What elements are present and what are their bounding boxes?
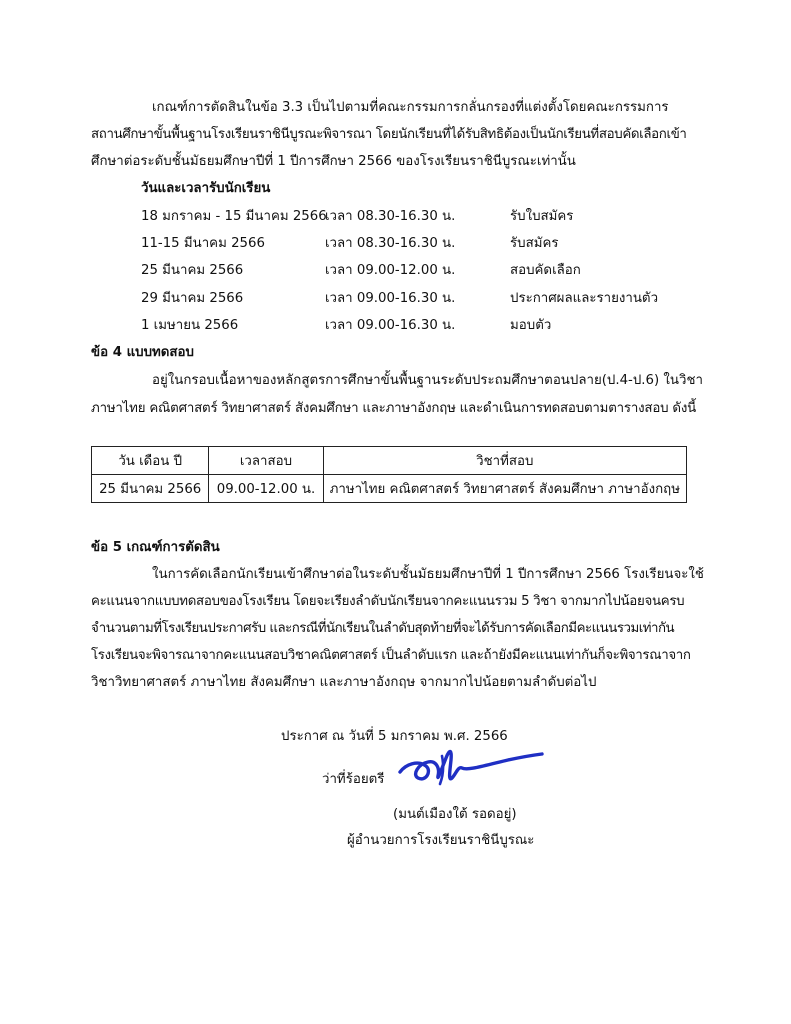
- section-5-line-4: โรงเรียนจะพิจารณาจากคะแนนสอบวิชาคณิตศาสตร์ เป็นลำดับแรก และถ้ายังมีคะแนนเท่ากันก็จะพิจารณาจาก: [91, 648, 691, 663]
- schedule-event: ประกาศผลและรายงานตัว: [510, 291, 659, 306]
- table-header-row: [92, 447, 687, 475]
- schedule-heading: วันและเวลารับนักเรียน: [141, 181, 271, 196]
- section-4-line-2: ภาษาไทย คณิตศาสตร์ วิทยาศาสตร์ สังคมศึกษา และภาษาอังกฤษ และดำเนินการทดสอบตามตารางสอบ ดังนี้: [91, 401, 696, 416]
- schedule-time: เวลา 09.00-16.30 น.: [325, 291, 456, 306]
- criteria-line-1: เกณฑ์การตัดสินในข้อ 3.3 เป็นไปตามที่คณะกรรมการกลั่นกรองที่แต่งตั้งโดยคณะกรรมการ: [152, 100, 669, 115]
- signature-image: [396, 738, 546, 790]
- section-4-line-1: อยู่ในกรอบเนื้อหาของหลักสูตรการศึกษาขั้นพื้นฐานระดับประถมศึกษาตอนปลาย(ป.4-ป.6) ในวิชา: [152, 373, 703, 388]
- schedule-time: เวลา 09.00-12.00 น.: [325, 263, 456, 278]
- section-5-line-2: คะแนนจากแบบทดสอบของโรงเรียน โดยจะเรียงลำดับนักเรียนจากคะแนนรวม 5 วิชา จากมากไปน้อยจนครบ: [91, 594, 685, 609]
- table-row: [92, 475, 687, 503]
- cell-time: 09.00-12.00 น.: [209, 475, 323, 503]
- schedule-time: เวลา 08.30-16.30 น.: [325, 236, 456, 251]
- schedule-event: สอบคัดเลือก: [510, 263, 581, 278]
- schedule-event: มอบตัว: [510, 318, 552, 333]
- signer-rank: ว่าที่ร้อยตรี: [322, 772, 385, 787]
- schedule-time: เวลา 09.00-16.30 น.: [325, 318, 456, 333]
- header-subjects: วิชาที่สอบ: [323, 447, 686, 475]
- section-5-heading: ข้อ 5 เกณฑ์การตัดสิน: [91, 540, 220, 555]
- schedule-time: เวลา 08.30-16.30 น.: [325, 209, 456, 224]
- schedule-date: 1 เมษายน 2566: [141, 318, 239, 333]
- schedule-event: รับใบสมัคร: [510, 209, 574, 224]
- section-5-line-3: จำนวนตามที่โรงเรียนประกาศรับ และกรณีที่นักเรียนในลำดับสุดท้ายที่จะได้รับการคัดเลือกมีคะแนนรวมเท่ากัน: [91, 621, 675, 636]
- schedule-date: 25 มีนาคม 2566: [141, 263, 244, 278]
- criteria-line-2: สถานศึกษาขั้นพื้นฐานโรงเรียนราชินีบูรณะพิจารณา โดยนักเรียนที่ได้รับสิทธิต้องเป็นนักเรียนที่สอบคัดเลือกเข้า: [91, 127, 687, 142]
- section-5-line-5: วิชาวิทยาศาสตร์ ภาษาไทย สังคมศึกษา และภาษาอังกฤษ จากมากไปน้อยตามลำดับต่อไป: [91, 675, 597, 690]
- cell-date: 25 มีนาคม 2566: [92, 475, 209, 503]
- signer-name: (มนต์เมืองใต้ รอดอยู่): [393, 807, 517, 822]
- announcement-date: ประกาศ ณ วันที่ 5 มกราคม พ.ศ. 2566: [281, 729, 508, 744]
- schedule-date: 29 มีนาคม 2566: [141, 291, 244, 306]
- schedule-date: 11-15 มีนาคม 2566: [141, 236, 265, 251]
- exam-schedule-table: [91, 446, 687, 503]
- criteria-line-3: ศึกษาต่อระดับชั้นมัธยมศึกษาปีที่ 1 ปีการศึกษา 2566 ของโรงเรียนราชินีบูรณะเท่านั้น: [91, 154, 576, 169]
- schedule-event: รับสมัคร: [510, 236, 559, 251]
- header-date: วัน เดือน ปี: [92, 447, 209, 475]
- section-5-line-1: ในการคัดเลือกนักเรียนเข้าศึกษาต่อในระดับชั้นมัธยมศึกษาปีที่ 1 ปีการศึกษา 2566 โรงเรียนจะใช้: [152, 567, 704, 582]
- signer-position: ผู้อำนวยการโรงเรียนราชินีบูรณะ: [347, 833, 535, 848]
- section-4-heading: ข้อ 4 แบบทดสอบ: [91, 345, 194, 360]
- header-time: เวลาสอบ: [209, 447, 323, 475]
- cell-subjects: ภาษาไทย คณิตศาสตร์ วิทยาศาสตร์ สังคมศึกษา ภาษาอังกฤษ: [323, 475, 686, 503]
- schedule-date: 18 มกราคม - 15 มีนาคม 2566: [141, 209, 327, 224]
